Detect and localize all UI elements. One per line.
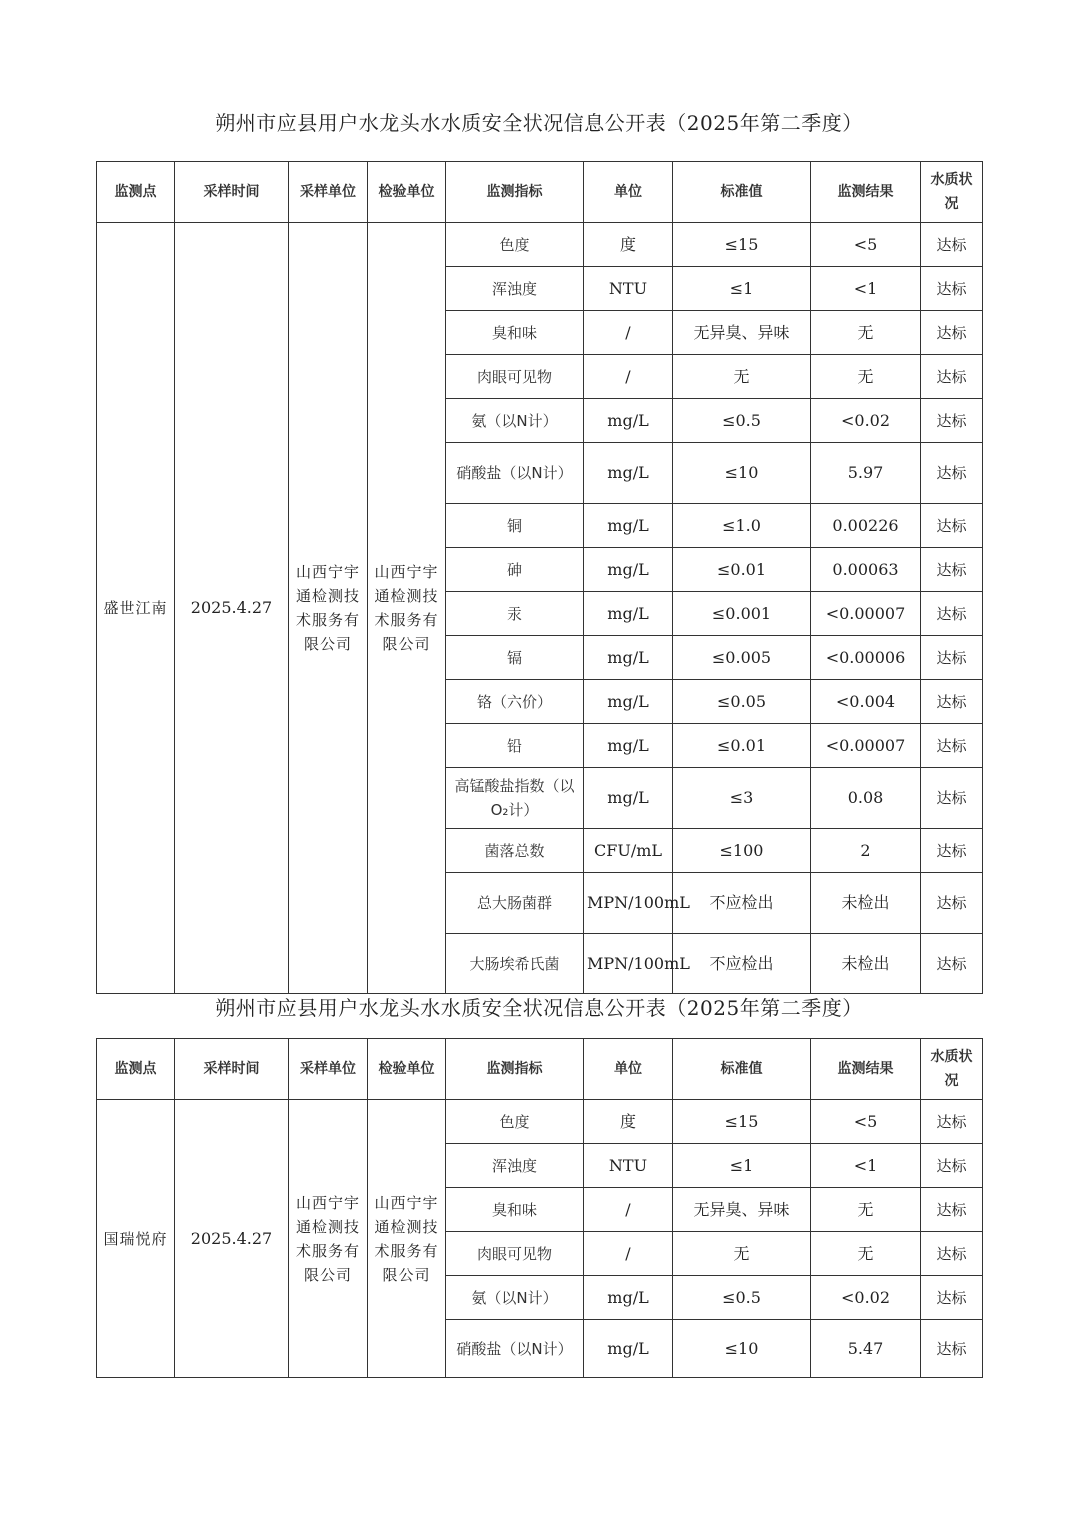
indicator-cell: 色度: [446, 1100, 584, 1144]
result-cell: <1: [811, 267, 921, 311]
page-title: 朔州市应县用户水龙头水水质安全状况信息公开表（2025年第二季度）: [215, 111, 863, 135]
standard-cell: 不应检出: [673, 873, 811, 934]
status-cell: 达标: [921, 1276, 983, 1320]
standard-cell: ≤15: [673, 223, 811, 267]
result-cell: 2: [811, 829, 921, 873]
standard-cell: ≤1: [673, 267, 811, 311]
indicator-cell: 浑浊度: [446, 1144, 584, 1188]
status-cell: 达标: [921, 592, 983, 636]
status-cell: 达标: [921, 1188, 983, 1232]
status-cell: 达标: [921, 873, 983, 934]
page-title-repeat: 朔州市应县用户水龙头水水质安全状况信息公开表（2025年第二季度）: [215, 996, 863, 1020]
result-cell: <5: [811, 223, 921, 267]
standard-cell: 无: [673, 1232, 811, 1276]
indicator-cell: 菌落总数: [446, 829, 584, 873]
standard-cell: ≤0.001: [673, 592, 811, 636]
unit-cell: mg/L: [584, 1320, 673, 1378]
indicator-cell: 总大肠菌群: [446, 873, 584, 934]
status-cell: 达标: [921, 355, 983, 399]
standard-cell: ≤0.01: [673, 548, 811, 592]
standard-cell: ≤0.5: [673, 399, 811, 443]
result-cell: <1: [811, 1144, 921, 1188]
indicator-cell: 肉眼可见物: [446, 1232, 584, 1276]
standard-cell: ≤0.005: [673, 636, 811, 680]
unit-cell: 度: [584, 223, 673, 267]
sample-date-cell: 2025.4.27: [175, 223, 289, 994]
indicator-cell: 氨（以N计）: [446, 1276, 584, 1320]
unit-cell: 度: [584, 1100, 673, 1144]
indicator-cell: 氨（以N计）: [446, 399, 584, 443]
unit-cell: mg/L: [584, 636, 673, 680]
column-header: 监测指标: [446, 162, 584, 223]
result-cell: 无: [811, 1232, 921, 1276]
unit-cell: mg/L: [584, 592, 673, 636]
standard-cell: ≤0.5: [673, 1276, 811, 1320]
indicator-cell: 汞: [446, 592, 584, 636]
column-header: 监测结果: [811, 162, 921, 223]
result-cell: 未检出: [811, 934, 921, 994]
unit-cell: /: [584, 311, 673, 355]
column-header: 标准值: [673, 162, 811, 223]
indicator-cell: 浑浊度: [446, 267, 584, 311]
standard-cell: ≤1: [673, 1144, 811, 1188]
column-header: 监测结果: [811, 1039, 921, 1100]
status-cell: 达标: [921, 1232, 983, 1276]
standard-cell: 无: [673, 355, 811, 399]
standard-cell: ≤100: [673, 829, 811, 873]
site-cell: 国瑞悦府: [97, 1100, 175, 1378]
unit-cell: NTU: [584, 267, 673, 311]
indicator-cell: 大肠埃希氏菌: [446, 934, 584, 994]
result-cell: 5.97: [811, 443, 921, 504]
result-cell: 5.47: [811, 1320, 921, 1378]
indicator-cell: 高锰酸盐指数（以O₂计）: [446, 768, 584, 829]
status-cell: 达标: [921, 934, 983, 994]
standard-cell: 无异臭、异味: [673, 311, 811, 355]
result-cell: 0.08: [811, 768, 921, 829]
standard-cell: ≤0.05: [673, 680, 811, 724]
result-cell: <0.02: [811, 1276, 921, 1320]
standard-cell: ≤10: [673, 443, 811, 504]
sample-date-cell: 2025.4.27: [175, 1100, 289, 1378]
column-header: 监测点: [97, 1039, 175, 1100]
indicator-cell: 臭和味: [446, 1188, 584, 1232]
unit-cell: mg/L: [584, 1276, 673, 1320]
status-cell: 达标: [921, 829, 983, 873]
status-cell: 达标: [921, 311, 983, 355]
inspector-cell: 山西宁宇通检测技术服务有限公司: [368, 223, 446, 994]
unit-cell: CFU/mL: [584, 829, 673, 873]
result-cell: 0.00226: [811, 504, 921, 548]
indicator-cell: 铬（六价）: [446, 680, 584, 724]
unit-cell: MPN/100mL: [584, 873, 673, 934]
column-header: 监测点: [97, 162, 175, 223]
status-cell: 达标: [921, 223, 983, 267]
status-cell: 达标: [921, 768, 983, 829]
unit-cell: MPN/100mL: [584, 934, 673, 994]
status-cell: 达标: [921, 724, 983, 768]
indicator-cell: 铜: [446, 504, 584, 548]
status-cell: 达标: [921, 1320, 983, 1378]
result-cell: 无: [811, 311, 921, 355]
column-header: 水质状况: [921, 1039, 983, 1100]
unit-cell: mg/L: [584, 548, 673, 592]
result-cell: 0.00063: [811, 548, 921, 592]
status-cell: 达标: [921, 1100, 983, 1144]
unit-cell: mg/L: [584, 724, 673, 768]
table-row: [97, 1100, 983, 1144]
unit-cell: mg/L: [584, 443, 673, 504]
sampler-cell: 山西宁宇通检测技术服务有限公司: [289, 223, 368, 994]
header-row: [97, 1039, 983, 1100]
result-cell: 无: [811, 355, 921, 399]
status-cell: 达标: [921, 680, 983, 724]
unit-cell: /: [584, 355, 673, 399]
column-header: 单位: [584, 1039, 673, 1100]
sampler-cell: 山西宁宇通检测技术服务有限公司: [289, 1100, 368, 1378]
standard-cell: ≤3: [673, 768, 811, 829]
status-cell: 达标: [921, 1144, 983, 1188]
standard-cell: ≤0.01: [673, 724, 811, 768]
unit-cell: mg/L: [584, 399, 673, 443]
result-cell: 无: [811, 1188, 921, 1232]
column-header: 采样时间: [175, 1039, 289, 1100]
indicator-cell: 硝酸盐（以N计）: [446, 1320, 584, 1378]
result-cell: <5: [811, 1100, 921, 1144]
indicator-cell: 铅: [446, 724, 584, 768]
unit-cell: /: [584, 1188, 673, 1232]
status-cell: 达标: [921, 548, 983, 592]
indicator-cell: 镉: [446, 636, 584, 680]
standard-cell: ≤15: [673, 1100, 811, 1144]
water-quality-table: [96, 1038, 983, 1378]
column-header: 水质状况: [921, 162, 983, 223]
indicator-cell: 肉眼可见物: [446, 355, 584, 399]
unit-cell: mg/L: [584, 768, 673, 829]
standard-cell: 不应检出: [673, 934, 811, 994]
column-header: 采样时间: [175, 162, 289, 223]
column-header: 检验单位: [368, 1039, 446, 1100]
indicator-cell: 色度: [446, 223, 584, 267]
result-cell: <0.02: [811, 399, 921, 443]
standard-cell: 无异臭、异味: [673, 1188, 811, 1232]
indicator-cell: 硝酸盐（以N计）: [446, 443, 584, 504]
status-cell: 达标: [921, 636, 983, 680]
unit-cell: mg/L: [584, 504, 673, 548]
column-header: 采样单位: [289, 1039, 368, 1100]
unit-cell: mg/L: [584, 680, 673, 724]
unit-cell: NTU: [584, 1144, 673, 1188]
column-header: 采样单位: [289, 162, 368, 223]
status-cell: 达标: [921, 443, 983, 504]
result-cell: 未检出: [811, 873, 921, 934]
column-header: 检验单位: [368, 162, 446, 223]
inspector-cell: 山西宁宇通检测技术服务有限公司: [368, 1100, 446, 1378]
column-header: 单位: [584, 162, 673, 223]
standard-cell: ≤10: [673, 1320, 811, 1378]
result-cell: <0.004: [811, 680, 921, 724]
result-cell: <0.00007: [811, 592, 921, 636]
column-header: 标准值: [673, 1039, 811, 1100]
status-cell: 达标: [921, 504, 983, 548]
indicator-cell: 砷: [446, 548, 584, 592]
site-cell: 盛世江南: [97, 223, 175, 994]
result-cell: <0.00006: [811, 636, 921, 680]
column-header: 监测指标: [446, 1039, 584, 1100]
indicator-cell: 臭和味: [446, 311, 584, 355]
status-cell: 达标: [921, 399, 983, 443]
status-cell: 达标: [921, 267, 983, 311]
standard-cell: ≤1.0: [673, 504, 811, 548]
unit-cell: /: [584, 1232, 673, 1276]
result-cell: <0.00007: [811, 724, 921, 768]
